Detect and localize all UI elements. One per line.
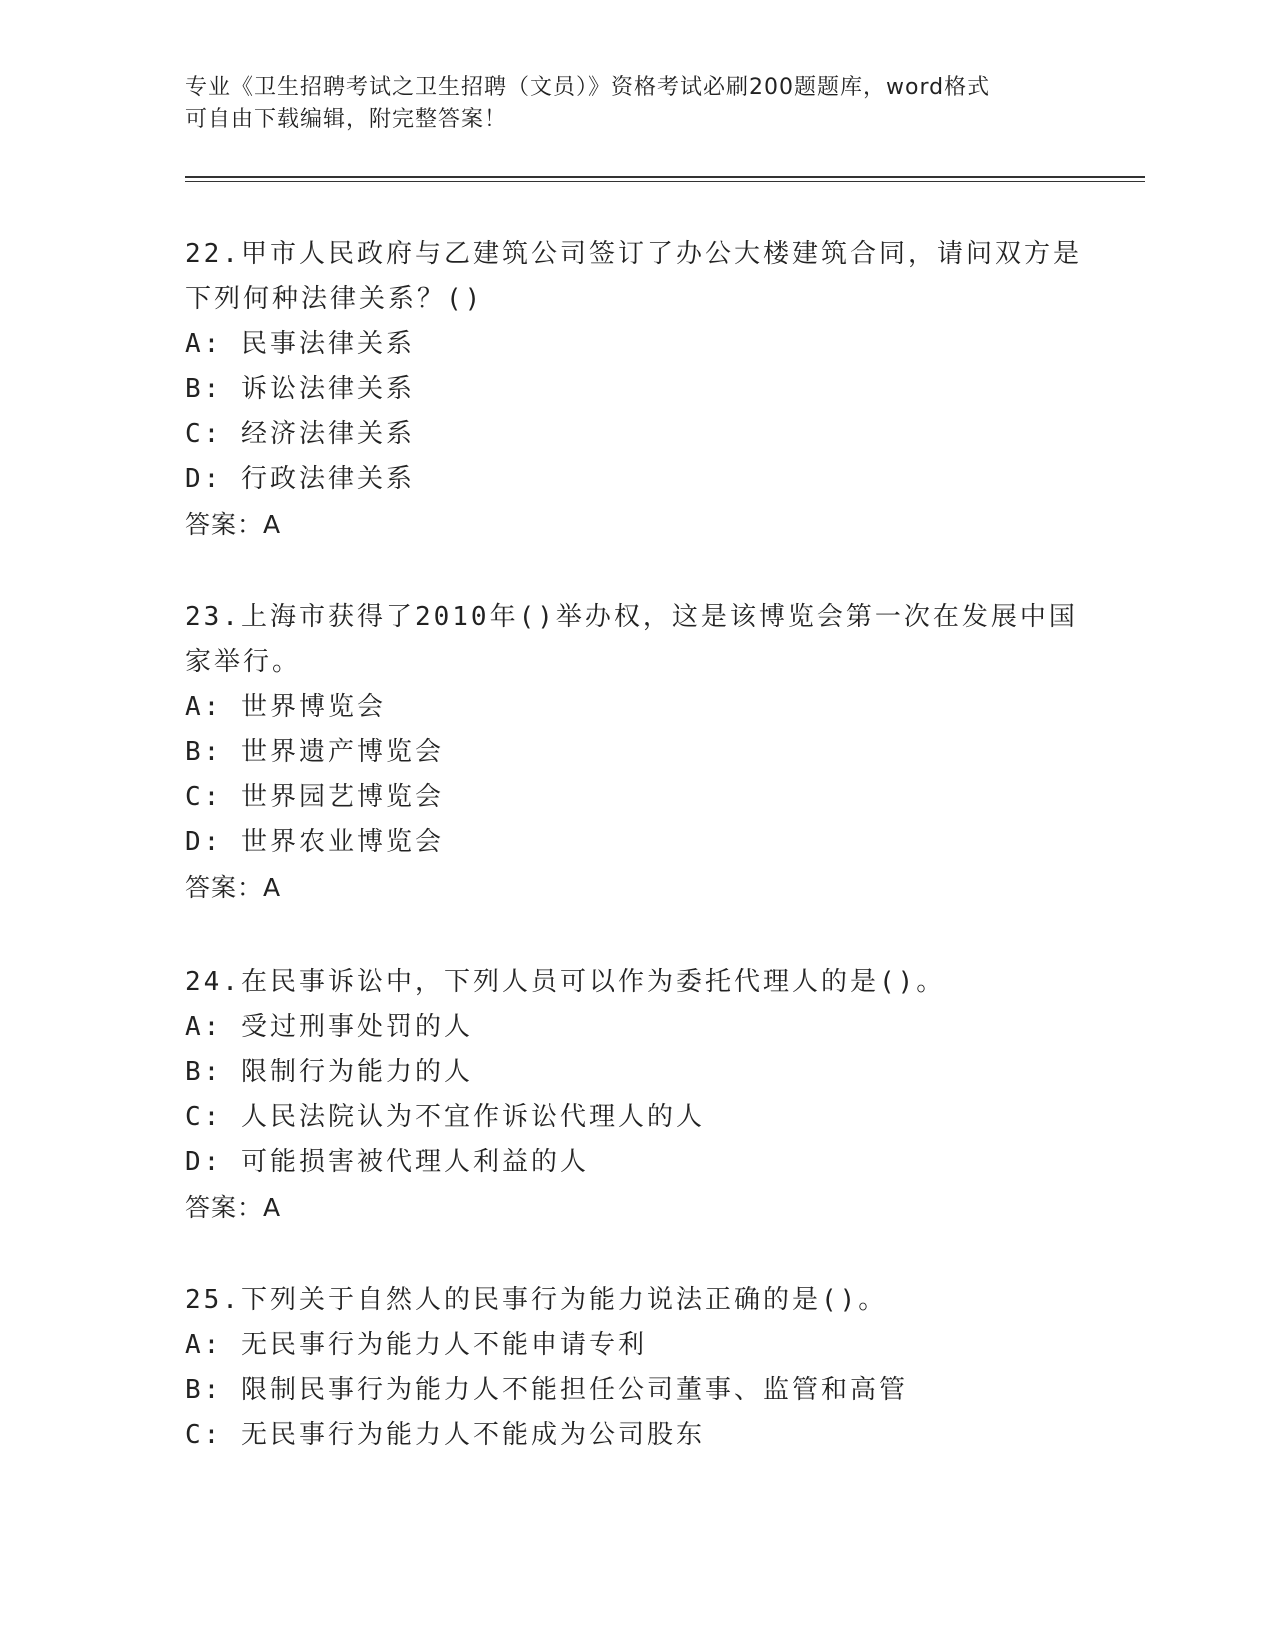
- header-divider-thick: [185, 176, 1145, 178]
- question-25: [185, 1278, 1085, 1458]
- header-line-2: 可自由下载编辑，附完整答案！: [185, 107, 508, 132]
- question-text-line: 25.下列关于自然人的民事行为能力说法正确的是()。: [185, 1285, 888, 1315]
- option-a: A: 民事法律关系: [185, 329, 415, 359]
- option-c: C: 世界园艺博览会: [185, 782, 444, 812]
- option-c: C: 经济法律关系: [185, 419, 415, 449]
- option-d: D: 世界农业博览会: [185, 827, 444, 857]
- option-a: A: 无民事行为能力人不能申请专利: [185, 1330, 647, 1360]
- header-divider-thin: [185, 181, 1145, 182]
- question-text-line: 下列何种法律关系？(): [185, 284, 484, 314]
- option-c: C: 无民事行为能力人不能成为公司股东: [185, 1420, 705, 1450]
- header-line-1: 专业《卫生招聘考试之卫生招聘（文员）》资格考试必刷200题题库，word格式: [185, 75, 991, 100]
- question-text-line: 23.上海市获得了2010年()举办权，这是该博览会第一次在发展中国: [185, 602, 1078, 632]
- question-text-line: 24.在民事诉讼中，下列人员可以作为委托代理人的是()。: [185, 967, 946, 997]
- option-b: B: 限制行为能力的人: [185, 1057, 473, 1087]
- document-header: [185, 72, 1065, 136]
- option-a: A: 世界博览会: [185, 692, 386, 722]
- question-text-line: 家举行。: [185, 647, 302, 677]
- option-a: A: 受过刑事处罚的人: [185, 1012, 473, 1042]
- option-c: C: 人民法院认为不宜作诉讼代理人的人: [185, 1102, 705, 1132]
- question-22: [185, 232, 1085, 547]
- option-b: B: 限制民事行为能力人不能担任公司董事、监管和高管: [185, 1375, 908, 1405]
- option-b: B: 诉讼法律关系: [185, 374, 415, 404]
- answer-line: 答案：A: [185, 1193, 282, 1222]
- answer-line: 答案：A: [185, 510, 282, 539]
- question-24: [185, 960, 1085, 1230]
- question-23: [185, 595, 1085, 910]
- option-d: D: 可能损害被代理人利益的人: [185, 1147, 589, 1177]
- option-d: D: 行政法律关系: [185, 464, 415, 494]
- answer-line: 答案：A: [185, 873, 282, 902]
- option-b: B: 世界遗产博览会: [185, 737, 444, 767]
- question-text-line: 22.甲市人民政府与乙建筑公司签订了办公大楼建筑合同，请问双方是: [185, 239, 1082, 269]
